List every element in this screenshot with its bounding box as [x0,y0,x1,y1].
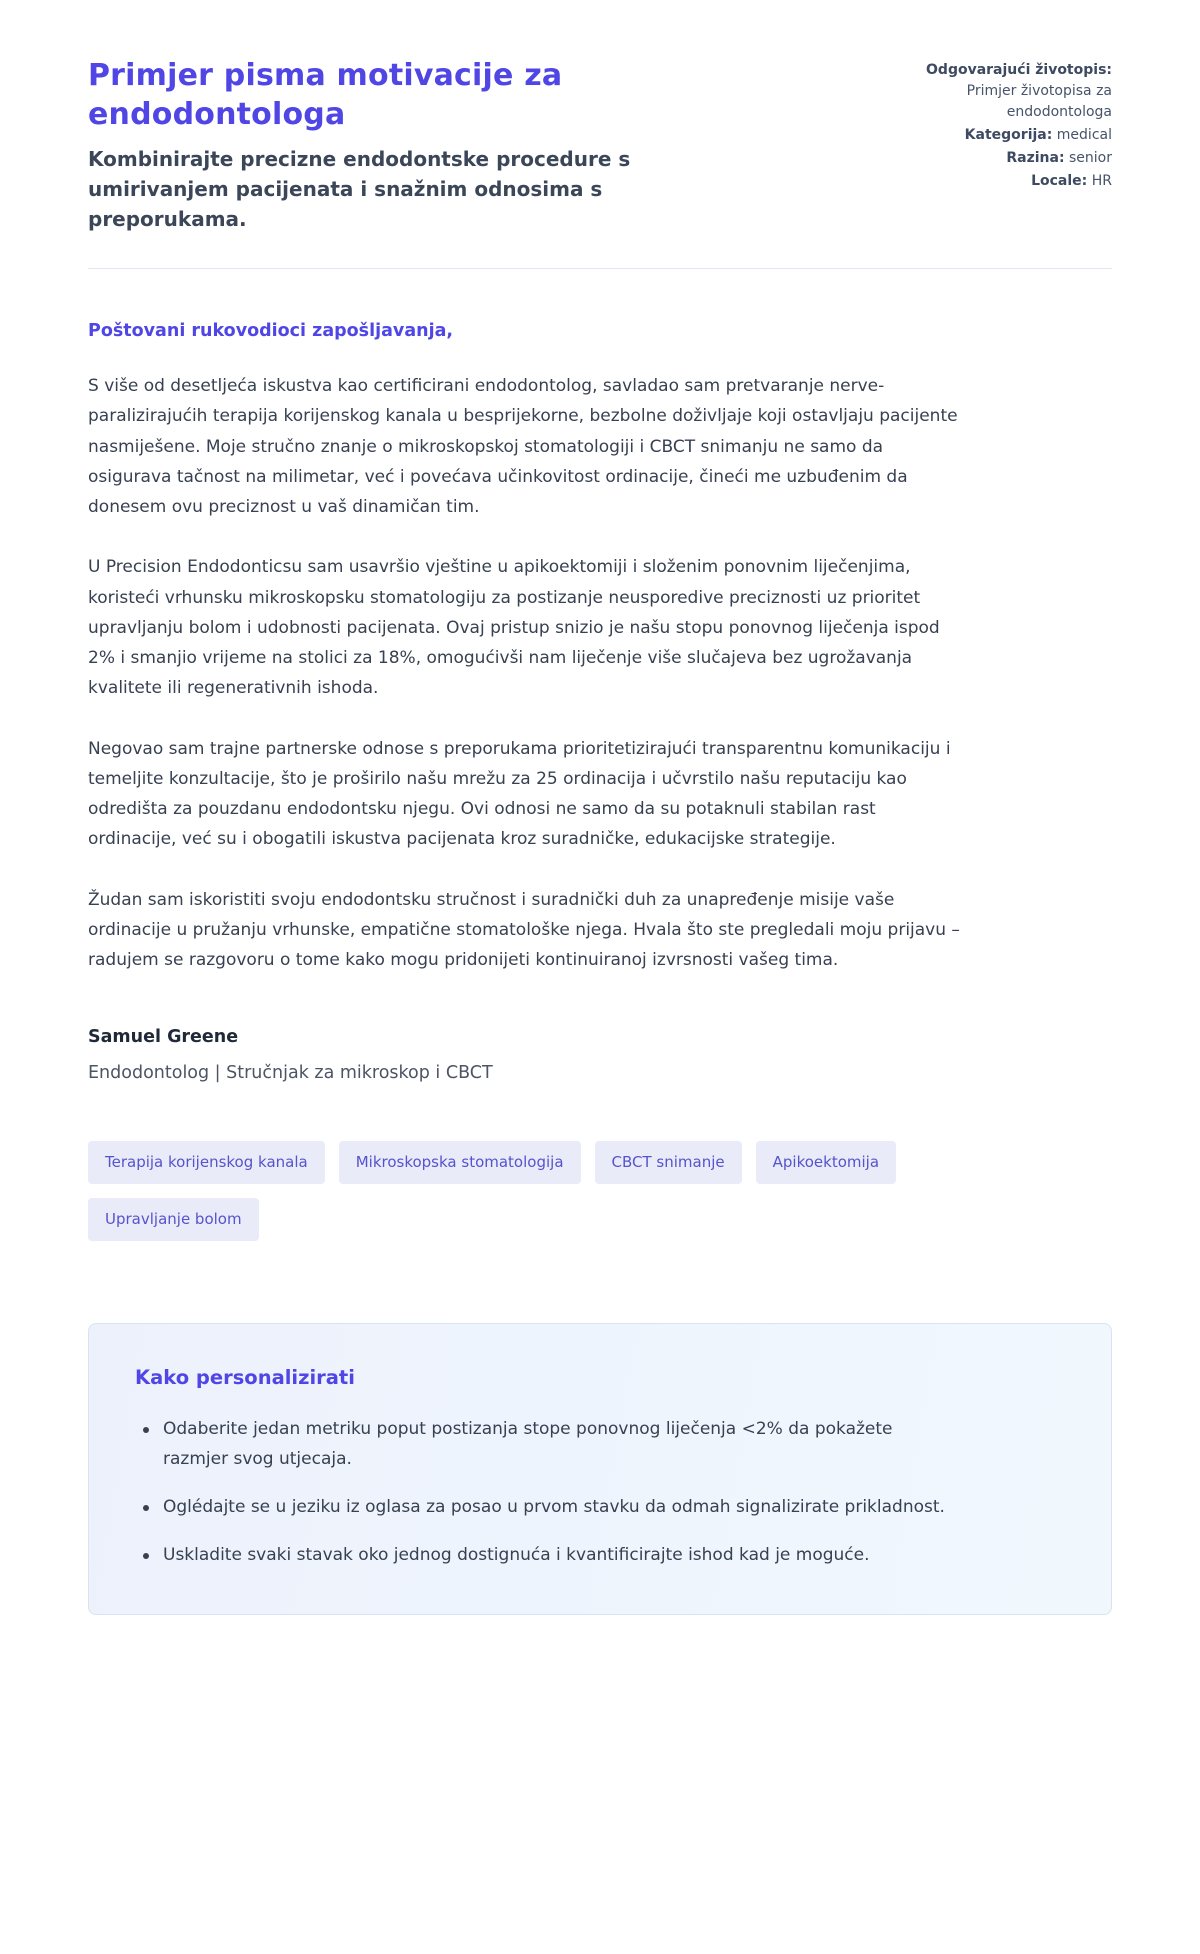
skill-tag: CBCT snimanje [595,1141,742,1184]
letter-greeting: Poštovani rukovodioci zapošljavanja, [88,321,454,341]
tips-heading: Kako personalizirati [135,1366,355,1390]
letter-paragraph: U Precision Endodonticsu sam usavršio vještine u apikoektomiji i složenim ponovnim liječenjima, koristeći vrhunsku mikroskopsku stomatologiju za postizanje neusporedive preciznosti uz prioritet upravljanju bolom i udobnosti pacijenata. Ovaj pristup snizio je našu stopu ponovnog liječenja ispod 2% i smanjio vrijeme na stolici za 18%, omogućivši nam liječenje više slučajeva bez ugrožavanja kvalitete ili regenerativnih ishoda. [88,557,940,699]
header [88,56,1112,234]
divider [88,268,1112,269]
meta-panel [902,56,1112,194]
meta-level-label: Razina: [1006,150,1065,166]
page-subtitle: Kombinirajte precizne endodontske procedure s umirivanjem pacijenata i snažnim odnosima s preporukama. [88,147,631,231]
meta-locale-label: Locale: [1031,173,1088,189]
letter-paragraph: S više od desetljeća iskustva kao certificirani endodontolog, savladao sam pretvaranje nerve-paralizirajućih terapija korijenskog kanala u besprijekorne, bezbolne doživljaje koji ostavljaju pacijente nasmiješene. Moje stručno znanje o mikroskopskoj stomatologiji i CBCT snimanju ne samo da osigurava tačnost na milimetar, već i povećava učinkovitost ordinacije, čineći me uzbuđenim da donesem ovu preciznost u vaš dinamičan tim. [88,376,958,517]
meta-level [902,148,1112,169]
meta-resume-label: Odgovarajući životopis: [926,62,1112,78]
meta-category [902,125,1112,146]
header-titles [88,56,668,234]
meta-locale-value: HR [1091,173,1112,189]
tips-list [135,1415,955,1570]
meta-category-label: Kategorija: [964,127,1053,143]
skill-tag: Terapija korijenskog kanala [88,1141,325,1184]
tip-item: Oglédajte se u jeziku iz oglasa za posao u prvom stavku da odmah signalizirate prikladnost. [135,1493,955,1523]
page-title: Primjer pisma motivacije za endodontologa [88,58,563,132]
meta-locale [902,171,1112,192]
skill-tags [88,1141,988,1241]
signature-title: Endodontolog | Stručnjak za mikroskop i CBCT [88,1063,493,1084]
skill-tag: Apikoektomija [756,1141,896,1184]
letter-body [88,321,968,1083]
skill-tag: Mikroskopska stomatologija [339,1141,581,1184]
letter-paragraph: Žudan sam iskoristiti svoju endodontsku stručnost i suradnički duh za unapređenje misije vaše ordinacije u pružanju vrhunske, empatične stomatološke njega. Hvala što ste pregledali moju prijavu – radujem se razgovoru o tome kako mogu pridonijeti kontinuiranoj izvrsnosti vašeg tima. [88,889,960,970]
meta-level-value: senior [1069,150,1112,166]
letter-paragraph: Negovao sam trajne partnerske odnose s preporukama prioritetizirajući transparentnu komunikaciju i temeljite konzultacije, što je proširilo našu mrežu za 25 ordinacija i učvrstilo našu reputaciju kao odredišta za pouzdanu endodontsku njegu. Ovi odnosi ne samo da su potaknuli stabilan rast ordinacije, već su i obogatili iskustva pacijenata kroz suradničke, edukacijske strategije. [88,738,951,850]
tips-box [88,1323,1112,1615]
tip-item: Odaberite jedan metriku poput postizanja stope ponovnog liječenja <2% da pokažete razmjer svog utjecaja. [135,1415,955,1475]
signature-name: Samuel Greene [88,1027,239,1048]
tip-item: Uskladite svaki stavak oko jednog dostignuća i kvantificirajte ishod kad je moguće. [135,1541,955,1571]
meta-resume [902,60,1112,123]
skill-tag: Upravljanje bolom [88,1198,259,1241]
meta-resume-value: Primjer životopisa za endodontologa [966,83,1112,120]
meta-category-value: medical [1056,127,1112,143]
